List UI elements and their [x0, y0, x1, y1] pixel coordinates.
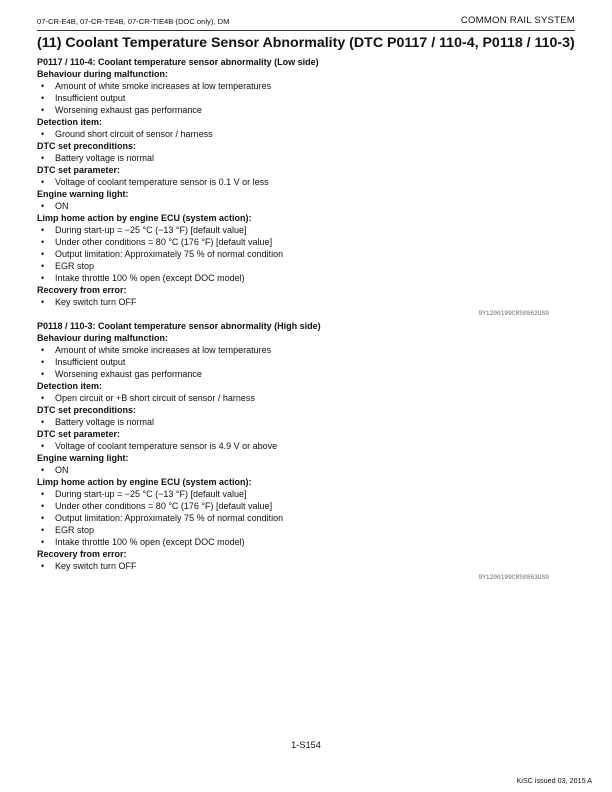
- bullet-icon: •: [41, 105, 45, 115]
- bullet-icon: •: [41, 441, 45, 451]
- limp-home-list: [37, 224, 577, 284]
- preconditions-label: DTC set preconditions:: [37, 405, 137, 415]
- parameter-list: [37, 440, 577, 452]
- warning-light-label: Engine warning light:: [37, 453, 129, 463]
- bullet-icon: •: [41, 465, 45, 475]
- bullet-icon: •: [41, 525, 45, 535]
- dtc-section: [37, 56, 577, 320]
- dtc-sections: [37, 56, 577, 584]
- list-item-text: Voltage of coolant temperature sensor is 4.9 V or above: [55, 441, 278, 451]
- list-item-text: Under other conditions = 80 °C (176 °F) [default value]: [55, 501, 273, 511]
- bullet-icon: •: [41, 261, 45, 271]
- preconditions-label: DTC set preconditions:: [37, 141, 137, 151]
- bullet-icon: •: [41, 201, 45, 211]
- list-item-text: Battery voltage is normal: [55, 417, 155, 427]
- parameter-label: DTC set parameter:: [37, 165, 121, 175]
- bullet-icon: •: [41, 273, 45, 283]
- list-item: [37, 296, 577, 308]
- list-item: [37, 356, 577, 368]
- bullet-icon: •: [41, 501, 45, 511]
- list-item: [37, 224, 577, 236]
- list-item-text: Insufficient output: [55, 357, 126, 367]
- dtc-heading: P0117 / 110-4: Coolant temperature sensor abnormality (Low side): [37, 57, 319, 67]
- list-item-text: Open circuit or +B short circuit of sensor / harness: [55, 393, 255, 403]
- list-item-text: Insufficient output: [55, 93, 126, 103]
- list-item: [37, 536, 577, 548]
- list-item-text: Amount of white smoke increases at low temperatures: [55, 345, 272, 355]
- bullet-icon: •: [41, 297, 45, 307]
- list-item-text: EGR stop: [55, 261, 95, 271]
- recovery-list: [37, 296, 577, 308]
- list-item-text: Intake throttle 100 % open (except DOC model): [55, 537, 245, 547]
- list-item: [37, 524, 577, 536]
- list-item: [37, 416, 577, 428]
- parameter-list: [37, 176, 577, 188]
- list-item: [37, 488, 577, 500]
- issue-note: KiSC issued 03, 2015 A: [516, 776, 592, 785]
- warning-light-label: Engine warning light:: [37, 189, 129, 199]
- bullet-icon: •: [41, 153, 45, 163]
- bullet-icon: •: [41, 513, 45, 523]
- list-item: [37, 392, 577, 404]
- list-item-text: Amount of white smoke increases at low temperatures: [55, 81, 272, 91]
- list-item: [37, 200, 577, 212]
- list-item: [37, 368, 577, 380]
- behaviour-label: Behaviour during malfunction:: [37, 69, 169, 79]
- detection-label: Detection item:: [37, 381, 103, 391]
- limp-home-list: [37, 488, 577, 548]
- list-item: [37, 464, 577, 476]
- dtc-section: [37, 320, 577, 584]
- bullet-icon: •: [41, 537, 45, 547]
- list-item-text: Intake throttle 100 % open (except DOC model): [55, 273, 245, 283]
- parameter-label: DTC set parameter:: [37, 429, 121, 439]
- page-title: (11) Coolant Temperature Sensor Abnormality (DTC P0117 / 110-4, P0118 / 110-3): [37, 35, 575, 51]
- limp-home-label: Limp home action by engine ECU (system action):: [37, 477, 252, 487]
- detection-list: [37, 128, 577, 140]
- behaviour-list: [37, 344, 577, 380]
- list-item: [37, 92, 577, 104]
- list-item-text: Key switch turn OFF: [55, 297, 137, 307]
- list-item-text: Battery voltage is normal: [55, 153, 155, 163]
- preconditions-list: [37, 152, 577, 164]
- list-item: [37, 248, 577, 260]
- list-item-text: Key switch turn OFF: [55, 561, 137, 571]
- list-item: [37, 512, 577, 524]
- list-item: [37, 152, 577, 164]
- bullet-icon: •: [41, 417, 45, 427]
- list-item: [37, 128, 577, 140]
- list-item-text: Ground short circuit of sensor / harness: [55, 129, 213, 139]
- recovery-label: Recovery from error:: [37, 285, 127, 295]
- dtc-heading: P0118 / 110-3: Coolant temperature sensor abnormality (High side): [37, 321, 321, 331]
- list-item: [37, 236, 577, 248]
- bullet-icon: •: [41, 177, 45, 187]
- list-item: [37, 260, 577, 272]
- page-number: 1-S154: [291, 740, 321, 750]
- bullet-icon: •: [41, 129, 45, 139]
- preconditions-list: [37, 416, 577, 428]
- list-item-text: During start-up = −25 °C (−13 °F) [default value]: [55, 225, 247, 235]
- bullet-icon: •: [41, 561, 45, 571]
- list-item: [37, 104, 577, 116]
- detection-list: [37, 392, 577, 404]
- list-item-text: Output limitation: Approximately 75 % of normal condition: [55, 513, 284, 523]
- list-item-text: Output limitation: Approximately 75 % of normal condition: [55, 249, 284, 259]
- reference-code: 9Y1200199CRS0863US0: [478, 574, 549, 581]
- list-item-text: EGR stop: [55, 525, 95, 535]
- list-item: [37, 560, 577, 572]
- bullet-icon: •: [41, 357, 45, 367]
- bullet-icon: •: [41, 249, 45, 259]
- behaviour-list: [37, 80, 577, 116]
- limp-home-label: Limp home action by engine ECU (system action):: [37, 213, 252, 223]
- list-item-text: Worsening exhaust gas performance: [55, 369, 202, 379]
- list-item-text: ON: [55, 201, 69, 211]
- bullet-icon: •: [41, 93, 45, 103]
- list-item: [37, 80, 577, 92]
- list-item: [37, 272, 577, 284]
- page-content: [37, 35, 577, 584]
- list-item: [37, 500, 577, 512]
- list-item-text: During start-up = −25 °C (−13 °F) [default value]: [55, 489, 247, 499]
- detection-label: Detection item:: [37, 117, 103, 127]
- header-system: COMMON RAIL SYSTEM: [460, 15, 575, 26]
- warning-light-list: [37, 464, 577, 476]
- page-header: [37, 14, 575, 31]
- list-item-text: Worsening exhaust gas performance: [55, 105, 202, 115]
- bullet-icon: •: [41, 489, 45, 499]
- warning-light-list: [37, 200, 577, 212]
- list-item-text: Under other conditions = 80 °C (176 °F) [default value]: [55, 237, 273, 247]
- reference-code: 9Y1200199CRS0862US0: [478, 310, 549, 317]
- bullet-icon: •: [41, 225, 45, 235]
- list-item-text: ON: [55, 465, 69, 475]
- list-item: [37, 176, 577, 188]
- bullet-icon: •: [41, 393, 45, 403]
- recovery-label: Recovery from error:: [37, 549, 127, 559]
- list-item: [37, 440, 577, 452]
- bullet-icon: •: [41, 81, 45, 91]
- bullet-icon: •: [41, 237, 45, 247]
- bullet-icon: •: [41, 369, 45, 379]
- recovery-list: [37, 560, 577, 572]
- list-item-text: Voltage of coolant temperature sensor is 0.1 V or less: [55, 177, 269, 187]
- bullet-icon: •: [41, 345, 45, 355]
- list-item: [37, 344, 577, 356]
- header-models: 07-CR-E4B, 07-CR-TE4B, 07-CR-TIE4B (DOC only), DM: [37, 17, 230, 26]
- behaviour-label: Behaviour during malfunction:: [37, 333, 169, 343]
